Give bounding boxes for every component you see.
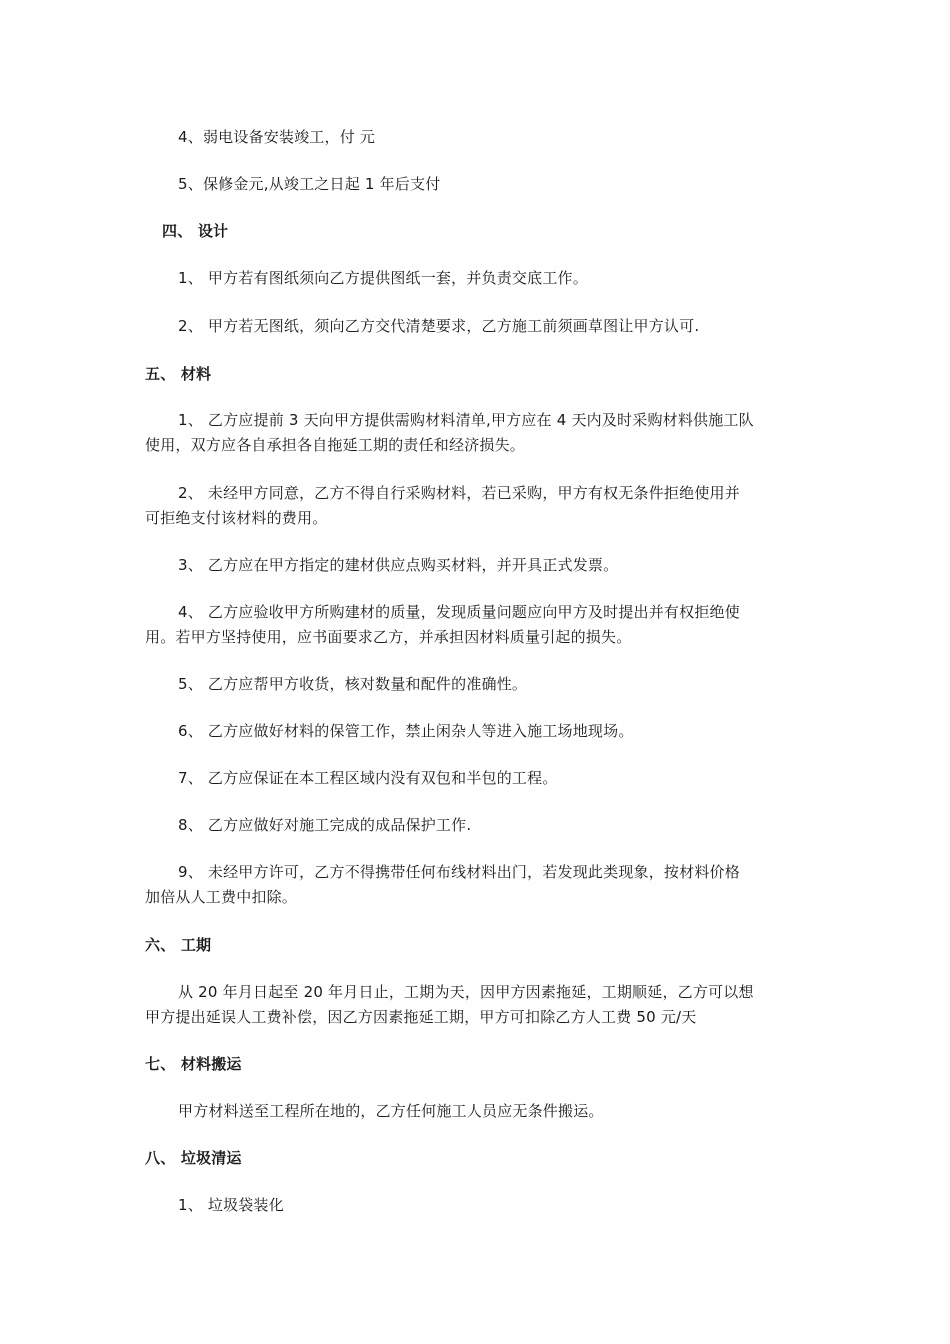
materials-item-5: 5、 乙方应帮甲方收货，核对数量和配件的准确性。 <box>178 675 528 693</box>
materials-item-1-line-2: 使用，双方应各自承担各自拖延工期的责任和经济损失。 <box>145 436 526 454</box>
section-heading-transport: 七、 材料搬运 <box>145 1055 242 1073</box>
section-heading-schedule: 六、 工期 <box>145 936 212 954</box>
materials-item-2-line-1: 2、 未经甲方同意，乙方不得自行采购材料，若已采购，甲方有权无条件拒绝使用并 <box>178 484 740 502</box>
payment-item-5: 5、保修金元,从竣工之日起 1 年后支付 <box>178 175 441 193</box>
materials-item-4-line-1: 4、 乙方应验收甲方所购建材的质量，发现质量问题应向甲方及时提出并有权拒绝使 <box>178 603 740 621</box>
payment-item-4: 4、弱电设备安装竣工，付 元 <box>178 128 376 146</box>
schedule-paragraph-line-2: 甲方提出延误人工费补偿，因乙方因素拖延工期，甲方可扣除乙方人工费 50 元/天 <box>145 1008 697 1026</box>
materials-item-2-line-2: 可拒绝支付该材料的费用。 <box>145 509 328 527</box>
materials-item-4-line-2: 用。若甲方坚持使用，应书面要求乙方，并承担因材料质量引起的损失。 <box>145 628 632 646</box>
section-heading-design: 四、 设计 <box>162 222 229 240</box>
section-heading-materials: 五、 材料 <box>145 365 212 383</box>
materials-item-9-line-1: 9、 未经甲方许可，乙方不得携带任何布线材料出门，若发现此类现象，按材料价格 <box>178 863 740 881</box>
schedule-paragraph-line-1: 从 20 年月日起至 20 年月日止，工期为天，因甲方因素拖延，工期顺延，乙方可以想 <box>178 983 754 1001</box>
design-item-1: 1、 甲方若有图纸须向乙方提供图纸一套，并负责交底工作。 <box>178 269 588 287</box>
materials-item-9-line-2: 加倍从人工费中扣除。 <box>145 888 298 906</box>
transport-paragraph: 甲方材料送至工程所在地的，乙方任何施工人员应无条件搬运。 <box>178 1102 604 1120</box>
section-heading-garbage: 八、 垃圾清运 <box>145 1149 242 1167</box>
materials-item-6: 6、 乙方应做好材料的保管工作，禁止闲杂人等进入施工场地现场。 <box>178 722 634 740</box>
materials-item-1-line-1: 1、 乙方应提前 3 天向甲方提供需购材料清单,甲方应在 4 天内及时采购材料供施工队 <box>178 411 754 429</box>
design-item-2: 2、 甲方若无图纸，须向乙方交代清楚要求，乙方施工前须画草图让甲方认可. <box>178 317 700 335</box>
materials-item-7: 7、 乙方应保证在本工程区域内没有双包和半包的工程。 <box>178 769 558 787</box>
materials-item-3: 3、 乙方应在甲方指定的建材供应点购买材料，并开具正式发票。 <box>178 556 619 574</box>
garbage-item-1: 1、 垃圾袋装化 <box>178 1196 284 1214</box>
materials-item-8: 8、 乙方应做好对施工完成的成品保护工作. <box>178 816 472 834</box>
